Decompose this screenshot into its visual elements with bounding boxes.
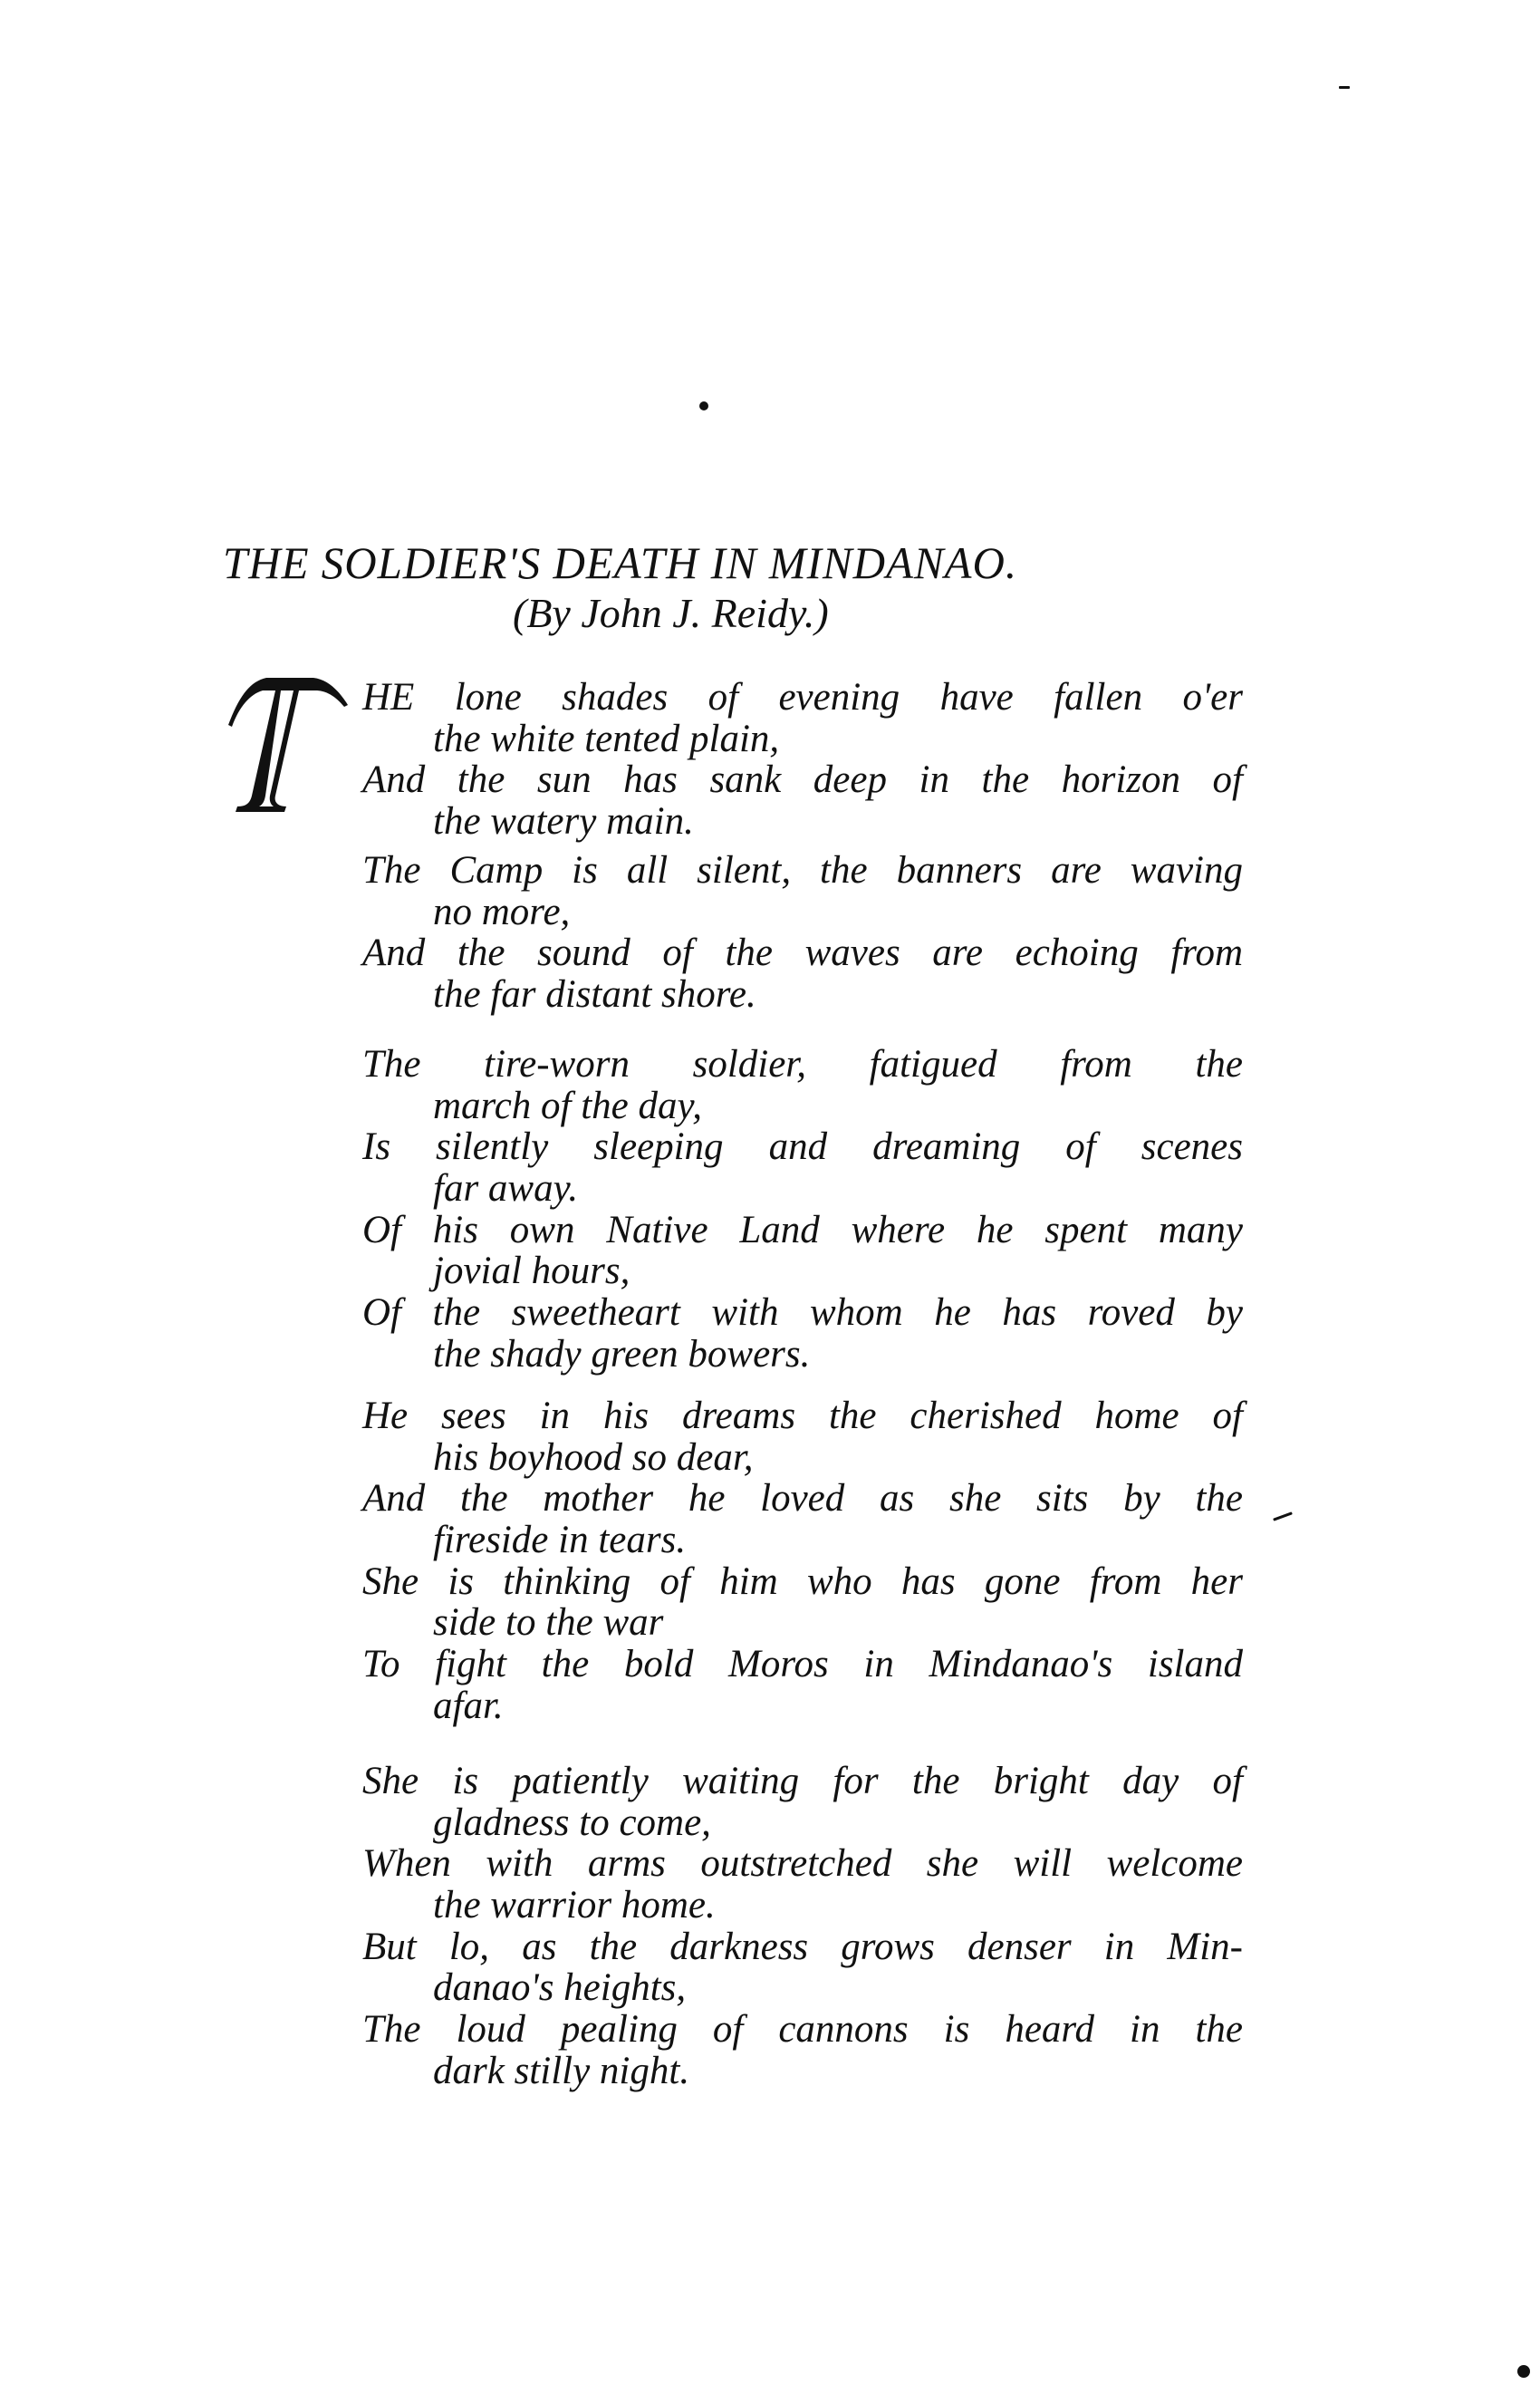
poem-line-continuation: his boyhood so dear, <box>433 1435 754 1479</box>
poem-line: She is patiently waiting for the bright day of <box>362 1760 1243 1802</box>
poem-line-continuation: gladness to come, <box>433 1801 711 1844</box>
poem-line-continuation: march of the day, <box>433 1084 702 1127</box>
poem-line: The tire-worn soldier, fatigued from the <box>362 1043 1243 1086</box>
stanza <box>362 1044 1243 1376</box>
poem-line: To fight the bold Moros in Mindanao's island <box>362 1643 1243 1686</box>
poem-line-continuation: danao's heights, <box>433 1966 687 2010</box>
stanza <box>362 1395 1243 1727</box>
ink-speck <box>1517 2365 1530 2378</box>
drop-cap-t <box>223 669 350 814</box>
poem-line-continuation: dark stilly night. <box>433 2049 690 2092</box>
poem-line: She is thinking of him who has gone from her <box>362 1559 1243 1603</box>
poem-line: And the sound of the waves are echoing from <box>362 932 1243 975</box>
poem-line: Is silently sleeping and dreaming of scenes <box>362 1125 1243 1169</box>
poem-line: Of the sweetheart with whom he has roved by <box>362 1291 1243 1335</box>
poem-line: The loud pealing of cannons is heard in the <box>362 2008 1243 2052</box>
poem-line: And the sun has sank deep in the horizon of <box>362 758 1243 802</box>
poem-line: When with arms outstretched she will welcome <box>362 1842 1243 1886</box>
poem-line-continuation: fireside in tears. <box>433 1519 687 1562</box>
poem-line: The Camp is all silent, the banners are waving <box>362 849 1243 892</box>
poem-line: Of his own Native Land where he spent many <box>362 1208 1243 1251</box>
poem-line-continuation: afar. <box>433 1684 504 1727</box>
poem-byline: (By John J. Reidy.) <box>513 590 829 636</box>
poem-line-continuation: the far distant shore. <box>433 973 756 1017</box>
poem-line: HE lone shades of evening have fallen o'er <box>362 676 1243 719</box>
poem-line-continuation: jovial hours, <box>433 1250 630 1293</box>
poem-title: THE SOLDIER'S DEATH IN MINDANAO. <box>223 537 1018 588</box>
stanza <box>362 677 1243 843</box>
poem-line-continuation: the white tented plain, <box>433 717 780 760</box>
poem-line-continuation: the watery main. <box>433 800 694 844</box>
ink-speck <box>1273 1511 1293 1521</box>
stanza <box>362 1761 1243 2092</box>
poem-line-continuation: no more, <box>433 890 571 933</box>
poem-line-continuation: the warrior home. <box>433 1884 716 1927</box>
poem-line-continuation: the shady green bowers. <box>433 1332 811 1376</box>
poem-line: But lo, as the darkness grows denser in Min- <box>362 1925 1243 1968</box>
ink-speck <box>1339 86 1350 89</box>
poem-line-continuation: side to the war <box>433 1601 664 1645</box>
poem-line: And the mother he loved as she sits by the <box>362 1477 1243 1521</box>
ink-speck <box>699 401 708 410</box>
poem-line-continuation: far away. <box>433 1167 579 1211</box>
stanza <box>362 850 1243 1016</box>
poem-line: He sees in his dreams the cherished home of <box>362 1395 1243 1437</box>
